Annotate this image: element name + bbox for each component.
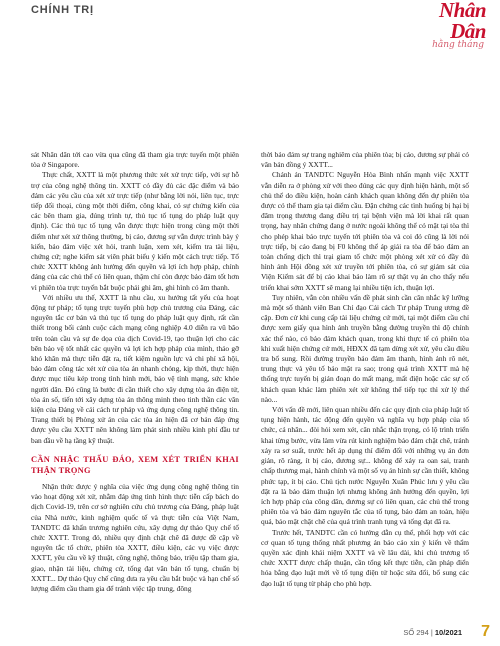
paragraph: thời bảo đảm sự trang nghiêm của phiên tòa; bị cáo, đương sự phải có văn bản đồng ý XXTT... bbox=[261, 150, 469, 170]
brand-name: Nhân Dân bbox=[438, 0, 486, 43]
paragraph: Nhận thức được ý nghĩa của việc ứng dụng công nghệ thông tin vào hoạt động xét xử, nhằm đáp ứng tình hình thực tiễn cấp bách do dịch Covid-19, trên cơ sở nghiên cứu chủ trương của Đảng, pháp luật của Nhà nước, kinh nghiệm quốc tế và thực tiễn của Việt Nam, TANDTC đã khẩn trương nghiên cứu, xây dựng dự thảo Quy chế tổ chức XXTT. Trong đó, nhiều quy định chặt chẽ đã được đề cập về nguyên tắc tổ chức, phiên tòa XXTT, điều kiện, các vụ việc được XXTT, yêu cầu về kỹ thuật, công nghệ, thông báo, triệu tập tham gia, giao, nhận tài liệu, chứng cứ, tống đạt văn bản tố tụng, chuẩn bị XXTT... Dự thảo Quy chế cũng đưa ra yêu cầu bắt buộc và hạn chế số lượng điểm cầu tham gia để tránh việc tập trung, đông bbox=[31, 481, 239, 593]
right-text-column bbox=[261, 150, 469, 589]
page-number: 7 bbox=[481, 623, 490, 640]
section-heading: CẦN NHẬC THẤU ĐÁO, XEM XÉT TRIỂN KHAI THẬN TRỌNG bbox=[31, 454, 239, 475]
issue-info bbox=[403, 628, 462, 637]
page-header bbox=[0, 0, 500, 50]
paragraph: Trước hết, TANDTC cần có hướng dẫn cụ thể, phối hợp với các cơ quan tố tụng thống nhất phương án báo cáo xin ý kiến về thẩm quyền xác định khái niệm XXTT và về lâu dài, khi chủ trương tổ chức XXTT được chấp thuận, cần tổng kết thực tiễn, cần pháp điển hóa bằng đạo luật mới về tố tụng điện tử hoặc sửa đổi, bổ sung các đạo luật tố tụng từ pháp cho phù hợp. bbox=[261, 527, 469, 588]
brand-subtitle: hằng tháng bbox=[432, 40, 484, 50]
paragraph: Tuy nhiên, vẫn còn nhiều vấn đề phát sinh cần cân nhắc kỹ lưỡng mà một số thành viên Ban Chỉ đạo Cải cách Tư pháp Trung ương đề cập. Đơn cử khi cung cấp tài liệu chứng cứ mới, tại một điểm cầu chỉ được xem giấy qua hình ảnh truyền bằng đường truyền thì độ chính xác thế nào, có bảo đảm khách quan, trong khi thực tế có phiên tòa khi xuất hiện chứng cứ mới, HĐXX đã tạm dừng xét xử, yêu cầu điều tra bổ sung. Rồi đường truyền bảo đảm âm thanh, hình ảnh rõ nét, trung thực và yêu tố bảo mật ra sao; trong quá trình XXTT mà hệ thống trực tuyến bị gián đoạn do mất mạng, mất điện hoặc các sự cố khách quan khác làm phiên xét xử không thể tiếp tục thì xử lý thế nào... bbox=[261, 292, 469, 404]
masthead-logo bbox=[418, 0, 486, 50]
paragraph: Thực chất, XXTT là một phương thức xét xử trực tiếp, với sự hỗ trợ của công nghệ thông tin. XXTT có đầy đủ các đặc điểm và bảo đảm các yêu cầu của xét xử trực tiếp (như bằng lời nói, liên tục, trực tiếp đối thoại, cùng một thời điểm, công khai, có sự chứng kiến của các bên tham gia, đúng trình tự, thủ tục tố tụng do pháp luật quy định). Các thủ tục tố tụng vẫn được thực hiện trong cùng một thời điểm như xét xử thông thường, bị cáo, đương sự vẫn được trình bày ý kiến, bảo đảm việc xét hỏi, tranh luận, xem xét, kiểm tra tài liệu, chứng cứ; nghe kiểm sát viên phát biểu ý kiến một cách trực tiếp. Tổ chức XXTT không ảnh hưởng đến quyền và lợi ích hợp pháp, chính đáng của các chủ thể có liên quan, thậm chí còn được bảo đảm tốt hơn vì phiên tòa trực tuyến bắt buộc phải ghi âm, ghi hình có âm thanh. bbox=[31, 170, 240, 292]
section-label: CHÍNH TRỊ bbox=[31, 4, 94, 16]
left-text-column bbox=[31, 150, 239, 594]
issue-date: 10/2021 bbox=[434, 628, 462, 637]
paragraph: Chánh án TANDTC Nguyễn Hòa Bình nhấn mạnh việc XXTT vẫn diễn ra ở phòng xử với theo đúng các quy định hiện hành, một số chủ thể do điều kiện, hoàn cảnh khách quan không đến dự phiên tòa được có thể tham gia tại điểm cầu. Đặn chứng các tình huống bị hại bị đâm trọng thương đang điều trị tại bệnh viện mà lời khai rất quan trọng, hay nhân chứng đang ở nước ngoài không thể có mặt tại tòa thì cho phép khai báo trực tuyến tới phiên tòa và coi đó cũng là lời nói trực tiếp, bị cáo đang bị F0 không thể áp giải ra tòa để bảo đảm an toàn chống dịch thì trại giam tổ chức một phòng xét xử có đầy đủ hình ảnh Hội đồng xét xử truyền tới phiên tòa, có sự giám sát của Viện Kiểm sát để bị cáo khai báo làm rõ sự thật vụ án cho thấy nếu triển khai sớm XXTT sẽ mang lại nhiều tiện ích, thuận lợi. bbox=[261, 170, 469, 292]
paragraph: Với vấn đề mới, liên quan nhiều đến các quy định của pháp luật tố tụng hiện hành, tác động đến quyền và nghĩa vụ hợp pháp của tổ chức, cá nhân... đòi hỏi xem xét, cân nhắc thận trọng, có lộ trình triển khai từng bước, vừa làm vừa rút kinh nghiệm bảo đảm chặt chẽ, tránh xảy ra sơ suất, trước hết áp dụng thí điểm đối với những vụ án đơn giản, rõ ràng, ít bị cáo, đương sự... không để xảy ra oan sai, tranh chấp thương mại, hành chính và một số vụ án hình sự cần thiết, không phức tạp, ít bị cáo. Chủ tịch nước Nguyễn Xuân Phúc lưu ý yêu cầu đặt ra là bảo đảm thuận lợi nhưng không ảnh hưởng đến quyền, lợi ích hợp pháp của công dân, đương sự có liên quan, các chủ thể trong phiên tòa và bảo đảm nguyên tắc của tố tụng, bảo đảm an toàn, hiệu quả, bảo mật chặt chẽ của quá trình tranh tụng và tống đạt đã ra. bbox=[261, 405, 469, 527]
paragraph: Với nhiều ưu thế, XXTT là nhu cầu, xu hướng tất yếu của hoạt động tư pháp; tố tụng trực tuyến phù hợp chủ trương của Đảng, các nguyên tắc cơ bản và thủ tục tố tụng do pháp luật quy định, rất cần thiết trong bối cảnh cuộc cách mạng công nghiệp 4.0 diễn ra vũ bão trên toàn cầu và sự đe dọa của dịch Covid-19, tạo thuận lợi cho các bên bảo vệ tốt nhất các quyền và lợi ích hợp pháp của mình, tháo gỡ khó khăn mà thực tiễn đặt ra, tiết kiệm nguồn lực và chi phí xã hội, bảo đảm công tác xét xử của tòa án nhanh chóng, kịp thời, thực hiện được mục tiêu kép trong tình hình mới, bảo vệ tính mạng, sức khỏe người dân. Đó cũng là bước đi cần thiết cho xây dựng tòa án điện tử, tòa án số, tiến tới xây dựng tòa án thông minh theo tinh thần các văn kiện của Đảng về cải cách tư pháp và ứng dụng công nghệ thông tin. Trang thiết bị Phòng xử án của các tòa án hiện đã cơ bản đáp ứng được yêu cầu XXTT nên không làm phát sinh nhiều kinh phí đầu tư ban đầu về hạ tầng kỹ thuật. bbox=[31, 292, 239, 445]
paragraph: sát Nhân dân tới cao vừa qua cũng đã tham gia trực tuyến một phiên tòa ở Singapore. bbox=[31, 150, 239, 170]
issue-number: SỐ 294 | bbox=[403, 628, 433, 637]
